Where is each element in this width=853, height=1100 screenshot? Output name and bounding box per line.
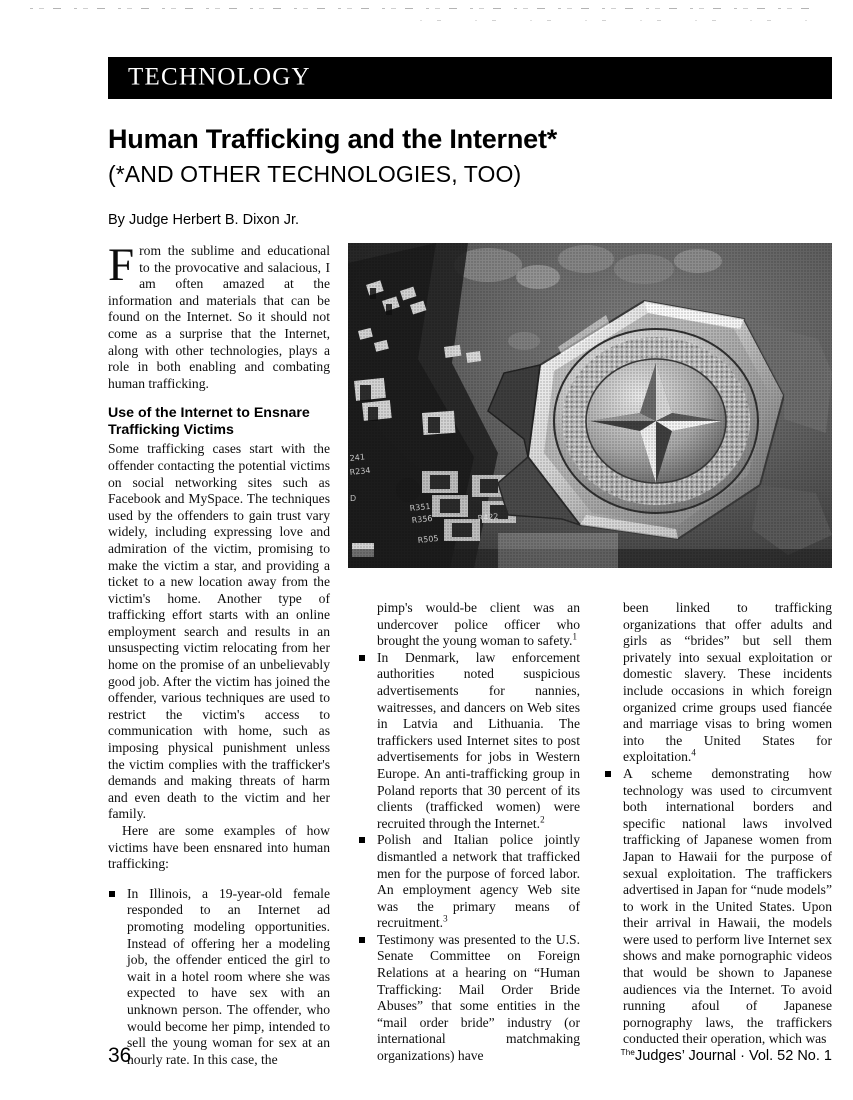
list-item-continuation [604, 600, 832, 766]
bullet-square-icon [359, 837, 365, 843]
list-item [358, 832, 580, 932]
footnote-ref[interactable]: 1 [572, 631, 577, 642]
column1-paragraph-1: Some trafficking cases start with the offender contacting the potential victims on social networking sites such as Facebook and MySpace. The techniques used by the offenders to gain trust vary widely, including expressing love and admiration of the victim, promising to make the victim a star, and providing a ticket to a new location away from the victim's home. Another type of trafficking effort starts with an online employment search and results in an unsuspecting victim relocating from her home on the promise of an unbelievably good job. After the victim has joined the offender, various techniques are used to restrict the victim's access to communication with home, such as imposing physical punishment unless the victim complies with the trafficker's demands and making threats of harm and even death to the victim and her family. [108, 441, 330, 822]
article-title: Human Trafficking and the Internet* [108, 124, 558, 154]
body-column-3 [604, 600, 832, 1048]
list-item [108, 886, 330, 1069]
footer-the-prefix: The [620, 1048, 636, 1057]
footnote-ref[interactable]: 3 [443, 913, 448, 924]
bullet-square-icon [605, 771, 611, 777]
footnote-ref[interactable]: 2 [540, 814, 545, 825]
circuit-board-photo [348, 243, 832, 568]
section-heading: Use of the Internet to Ensnare Trafficking Victims [108, 405, 310, 439]
footer-publication-text: Judges’ Journal · Vol. 52 No. 1 [635, 1048, 832, 1064]
photo-artwork [348, 243, 832, 568]
footer-publication [621, 1048, 832, 1064]
drop-cap: F [108, 239, 135, 291]
page-number: 36 [108, 1044, 132, 1067]
body-column-2 [358, 600, 580, 1065]
bullet-square-icon [109, 891, 115, 897]
category-banner [108, 57, 832, 99]
column1-paragraph-2: Here are some examples of how victims have been ensnared into human trafficking: [108, 823, 330, 872]
list-item-continuation [358, 600, 580, 650]
list-item-continuation-text: been linked to trafficking organizations that offer adults and girls as “brides” but sell them privately into sexual exploitation or domestic slavery. These incidents include occasions in which foreign organized crime groups used fiancée and marriage visas to bring women into the United States for exploitation. [623, 600, 832, 765]
footnote-ref[interactable]: 4 [691, 747, 696, 758]
scan-artifact-line-secondary [420, 20, 820, 21]
lead-paragraph-text: rom the sublime and educational to the provocative and salacious, I am often amazed at the information and materials that can be found on the Internet. So it should not come as a surprise that the Internet, along with other technologies, plays a role in both enabling and combating human trafficking. [108, 243, 330, 391]
list-item-text: Testimony was presented to the U.S. Senate Committee on Foreign Relations at a hearing on “Human Trafficking: Mail Order Bride Abuses” that some entities in the “mail order bride” industry (or international matchmaking organizations) have [377, 931, 580, 1064]
list-item-continuation-text: pimp's would-be client was an undercover police officer who brought the young woman to safety. [377, 600, 580, 649]
article-subtitle: (*AND OTHER TECHNOLOGIES, TOO) [108, 161, 522, 187]
list-item-text: In Illinois, a 19-year-old female responded to an Internet ad promoting modeling opportunities. Instead of offering her a modeling job, the offender enticed the girl to wait in a hotel room where she was expected to have sex with an unknown person. The offender, who would become her pimp, intended to sell the young woman for sex at an hourly rate. In this case, the [127, 885, 330, 1067]
list-item [358, 932, 580, 1065]
list-item [604, 766, 832, 1048]
body-column-1 [108, 239, 330, 1068]
bullet-square-icon [359, 655, 365, 661]
bullet-square-icon [359, 937, 365, 943]
article-byline: By Judge Herbert B. Dixon Jr. [108, 212, 299, 228]
list-item-text: Polish and Italian police jointly dismantled a network that trafficked men for the purpose of forced labor. An employment agency Web site was the primary means of recruitment. [377, 832, 580, 931]
list-item-text: A scheme demonstrating how technology was used to circumvent both international borders and specific national laws involved trafficking of Japanese women from Japan to Hawaii for the purpose of sexual exploitation. The traffickers advertised in Japan for “nude models” to work in the United States. Upon their arrival in Hawaii, the models were used to perform live Internet sex shows and make pornographic videos that would be shown to Japanese audiences via the Internet. To avoid running afoul of Japanese pornography laws, the traffickers conducted their operation, which was [623, 765, 832, 1047]
lead-paragraph [108, 239, 330, 392]
list-item [358, 650, 580, 833]
list-item-text: In Denmark, law enforcement authorities noted suspicious advertisements for nannies, waitresses, and dancers on Web sites in Latvia and Lithuania. The traffickers used Internet sites to post advertisements for jobs in Western Europe. An anti-trafficking group in Poland reports that 30 percent of its clients (trafficked women) were recruited through the Internet. [377, 649, 580, 831]
scan-artifact-line [30, 8, 820, 9]
examples-bullet-list [108, 886, 330, 1069]
category-banner-label: TECHNOLOGY [128, 63, 311, 91]
